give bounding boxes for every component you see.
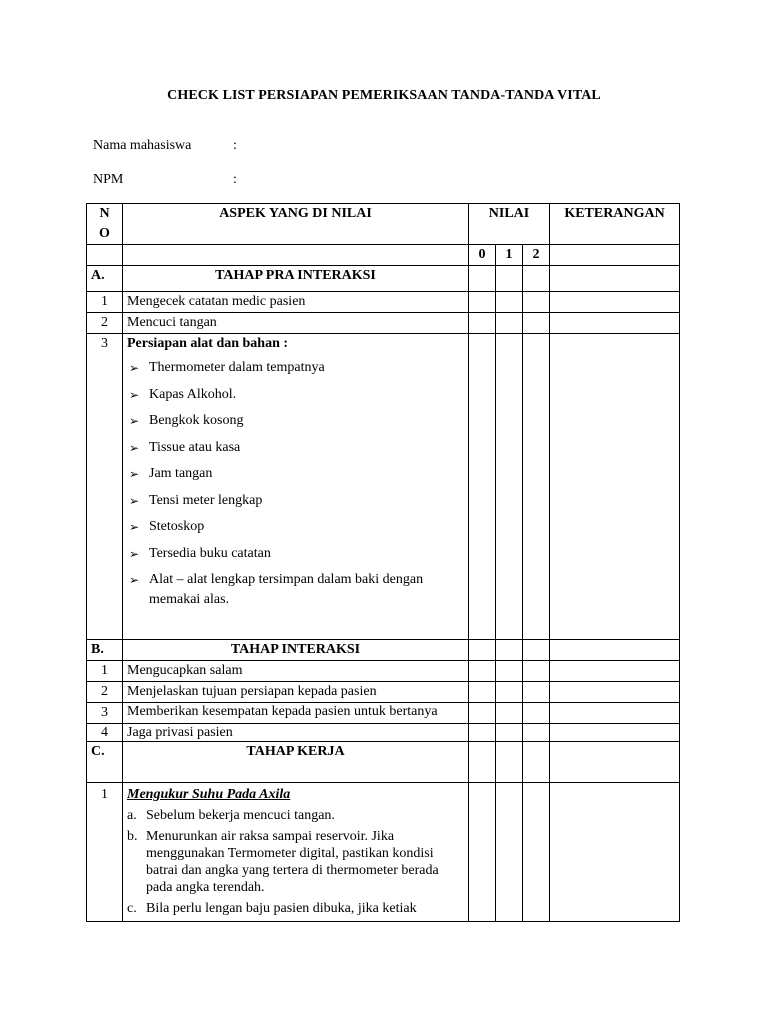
- arrow-bullet-icon: ➢: [129, 361, 140, 375]
- section-c-row: [87, 742, 680, 783]
- score-cell: [496, 661, 523, 682]
- row-number: 3: [87, 334, 123, 640]
- score-cell: [496, 724, 523, 742]
- table-row: [87, 724, 680, 742]
- list-item: [127, 464, 464, 484]
- score-cell: [469, 640, 496, 661]
- prep-list: [127, 358, 464, 610]
- list-item-text: Sebelum bekerja mencuci tangan.: [146, 808, 335, 823]
- arrow-bullet-icon: ➢: [129, 467, 140, 481]
- list-item-text: Kapas Alkohol.: [149, 386, 237, 402]
- note-cell: [550, 334, 680, 640]
- list-item-text: Tissue atau kasa: [149, 439, 241, 455]
- score-cell: [496, 783, 523, 922]
- score-cell: [469, 682, 496, 703]
- list-item: [127, 438, 464, 458]
- header-no-line1: N: [99, 206, 110, 221]
- step1-list: [127, 807, 464, 917]
- score-cell: [523, 682, 550, 703]
- row-number: 1: [87, 783, 123, 922]
- list-item: [127, 807, 464, 824]
- score-cell: [469, 742, 496, 783]
- npm-field: [93, 172, 237, 188]
- table-row: [87, 661, 680, 682]
- row-number: 2: [87, 682, 123, 703]
- row-number: 1: [87, 292, 123, 313]
- table-row: [87, 334, 680, 640]
- empty-cell: [87, 245, 123, 266]
- table-row: [87, 292, 680, 313]
- list-item: [127, 570, 464, 610]
- arrow-bullet-icon: ➢: [129, 546, 140, 561]
- list-item-text: Alat – alat lengkap tersimpan dalam baki dengan memakai alas.: [149, 572, 424, 607]
- empty-cell: [123, 245, 469, 266]
- score-cell: [496, 292, 523, 313]
- score-subheader-row: [87, 245, 680, 266]
- list-item: [127, 358, 464, 378]
- score-1-header: 1: [496, 245, 523, 266]
- header-score: NILAI: [469, 204, 550, 245]
- note-cell: [550, 266, 680, 292]
- arrow-bullet-icon: ➢: [129, 387, 140, 402]
- score-cell: [523, 703, 550, 724]
- npm-colon: :: [233, 172, 237, 187]
- score-cell: [496, 703, 523, 724]
- npm-label: NPM: [93, 172, 124, 187]
- checklist-table: [86, 203, 680, 922]
- note-cell: [550, 661, 680, 682]
- list-item-text: Tensi meter lengkap: [149, 492, 263, 508]
- list-item-text: Stetoskop: [149, 519, 205, 534]
- list-marker: b.: [127, 829, 138, 844]
- prep-title: Persiapan alat dan bahan :: [127, 336, 289, 351]
- arrow-bullet-icon: ➢: [129, 520, 140, 534]
- list-marker: c.: [127, 901, 137, 916]
- list-item: [127, 828, 464, 896]
- table-row: [87, 703, 680, 724]
- section-c-letter: C.: [87, 742, 123, 783]
- score-cell: [469, 313, 496, 334]
- list-item: [127, 385, 464, 405]
- list-item: [127, 411, 464, 431]
- note-cell: [550, 313, 680, 334]
- note-cell: [550, 724, 680, 742]
- list-item-text: Menurunkan air raksa sampai reservoir. Jika menggunakan Termometer digital, pastikan kondisi batrai dan angka yang tertera di thermometer berada pada angka terendah.: [146, 829, 439, 895]
- score-cell: [469, 266, 496, 292]
- prep-cell: [123, 334, 469, 640]
- empty-cell: [550, 245, 680, 266]
- table-row: [87, 682, 680, 703]
- row-number: 4: [87, 724, 123, 742]
- document-title: CHECK LIST PERSIAPAN PEMERIKSAAN TANDA-TANDA VITAL: [167, 88, 601, 103]
- score-cell: [523, 783, 550, 922]
- note-cell: [550, 292, 680, 313]
- row-number: 1: [87, 661, 123, 682]
- table-row: [87, 313, 680, 334]
- row-aspect: Menjelaskan tujuan persiapan kepada pasien: [123, 682, 469, 703]
- note-cell: [550, 742, 680, 783]
- section-b-title: TAHAP INTERAKSI: [123, 640, 469, 661]
- row-number: 2: [87, 313, 123, 334]
- section-b-letter: B.: [87, 640, 123, 661]
- section-b-row: [87, 640, 680, 661]
- student-name-colon: :: [233, 138, 237, 153]
- score-cell: [469, 703, 496, 724]
- score-cell: [469, 661, 496, 682]
- list-item-text: Thermometer dalam tempatnya: [149, 360, 325, 375]
- list-item-text: Bengkok kosong: [149, 413, 244, 428]
- header-aspect: ASPEK YANG DI NILAI: [123, 204, 469, 245]
- score-2-header: 2: [523, 245, 550, 266]
- score-cell: [469, 334, 496, 640]
- score-cell: [523, 266, 550, 292]
- score-cell: [496, 313, 523, 334]
- student-name-label: Nama mahasiswa: [93, 138, 192, 153]
- row-aspect: Memberikan kesempatan kepada pasien untuk bertanya: [123, 703, 469, 724]
- list-item-text: Jam tangan: [149, 466, 213, 481]
- list-item: [127, 544, 464, 564]
- list-item: [127, 900, 464, 917]
- list-item-text: Tersedia buku catatan: [149, 545, 271, 561]
- arrow-bullet-icon: ➢: [129, 414, 140, 428]
- section-a-letter: A.: [87, 266, 123, 292]
- note-cell: [550, 703, 680, 724]
- note-cell: [550, 682, 680, 703]
- header-note: KETERANGAN: [550, 204, 680, 245]
- score-cell: [523, 292, 550, 313]
- score-cell: [496, 334, 523, 640]
- arrow-bullet-icon: ➢: [129, 440, 140, 455]
- arrow-bullet-icon: ➢: [129, 493, 140, 508]
- step1-cell: [123, 783, 469, 922]
- section-a-title: TAHAP PRA INTERAKSI: [123, 266, 469, 292]
- score-cell: [469, 724, 496, 742]
- score-cell: [496, 742, 523, 783]
- note-cell: [550, 640, 680, 661]
- section-c-title: TAHAP KERJA: [123, 742, 469, 783]
- list-item: [127, 491, 464, 511]
- row-aspect: Mengecek catatan medic pasien: [123, 292, 469, 313]
- score-0-header: 0: [469, 245, 496, 266]
- row-aspect: Mencuci tangan: [123, 313, 469, 334]
- table-row: [87, 783, 680, 922]
- row-aspect: Mengucapkan salam: [123, 661, 469, 682]
- score-cell: [523, 724, 550, 742]
- list-item-text: Bila perlu lengan baju pasien dibuka, jika ketiak: [146, 901, 417, 916]
- row-number: 3: [87, 703, 123, 724]
- score-cell: [523, 661, 550, 682]
- score-cell: [496, 640, 523, 661]
- score-cell: [523, 334, 550, 640]
- score-cell: [469, 783, 496, 922]
- header-no: [87, 204, 123, 245]
- score-cell: [496, 682, 523, 703]
- score-cell: [523, 742, 550, 783]
- note-cell: [550, 783, 680, 922]
- score-cell: [523, 640, 550, 661]
- student-name-field: [93, 138, 237, 154]
- header-row: [87, 204, 680, 245]
- score-cell: [469, 292, 496, 313]
- arrow-bullet-icon: ➢: [129, 573, 140, 587]
- section-a-row: [87, 266, 680, 292]
- list-item: [127, 517, 464, 537]
- header-no-line2: O: [99, 226, 110, 241]
- row-aspect: Jaga privasi pasien: [123, 724, 469, 742]
- score-cell: [523, 313, 550, 334]
- list-marker: a.: [127, 808, 137, 823]
- step1-title: Mengukur Suhu Pada Axila: [127, 787, 291, 802]
- score-cell: [496, 266, 523, 292]
